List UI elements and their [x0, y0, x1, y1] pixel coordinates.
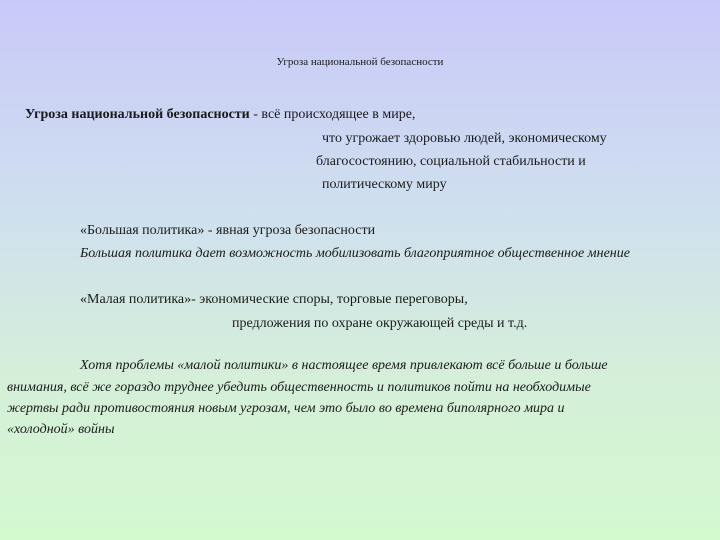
conclusion-line-2: внимания, всё же гораздо труднее убедить общественность и политиков пойти на необходимые — [7, 380, 591, 395]
definition-line-4: политическому миру — [322, 177, 447, 192]
small-politics-continuation: предложения по охране окружающей среды и т.д. — [232, 316, 528, 331]
definition-line-1 — [25, 106, 415, 124]
conclusion-line-1: Хотя проблемы «малой политики» в настоящее время привлекают всё больше и больше — [80, 358, 608, 373]
small-politics-heading: «Малая политика»- экономические споры, торговые переговоры, — [80, 292, 468, 307]
conclusion-line-3: жертвы ради противостояния новым угрозам, чем это было во времена биполярного мира и — [7, 401, 565, 416]
definition-text: - всё происходящее в мире, — [249, 107, 416, 122]
definition-term: Угроза национальной безопасности — [25, 107, 250, 122]
conclusion-line-4: «холодной» войны — [7, 422, 115, 437]
big-politics-heading: «Большая политика» - явная угроза безопасности — [80, 223, 376, 238]
definition-line-2: что угрожает здоровью людей, экономическому — [322, 131, 607, 146]
big-politics-description: Большая политика дает возможность мобилизовать благоприятное общественное мнение — [80, 246, 630, 261]
definition-line-3: благосостоянию, социальной стабильности и — [316, 154, 586, 169]
slide-title: Угроза национальной безопасности — [276, 56, 444, 68]
